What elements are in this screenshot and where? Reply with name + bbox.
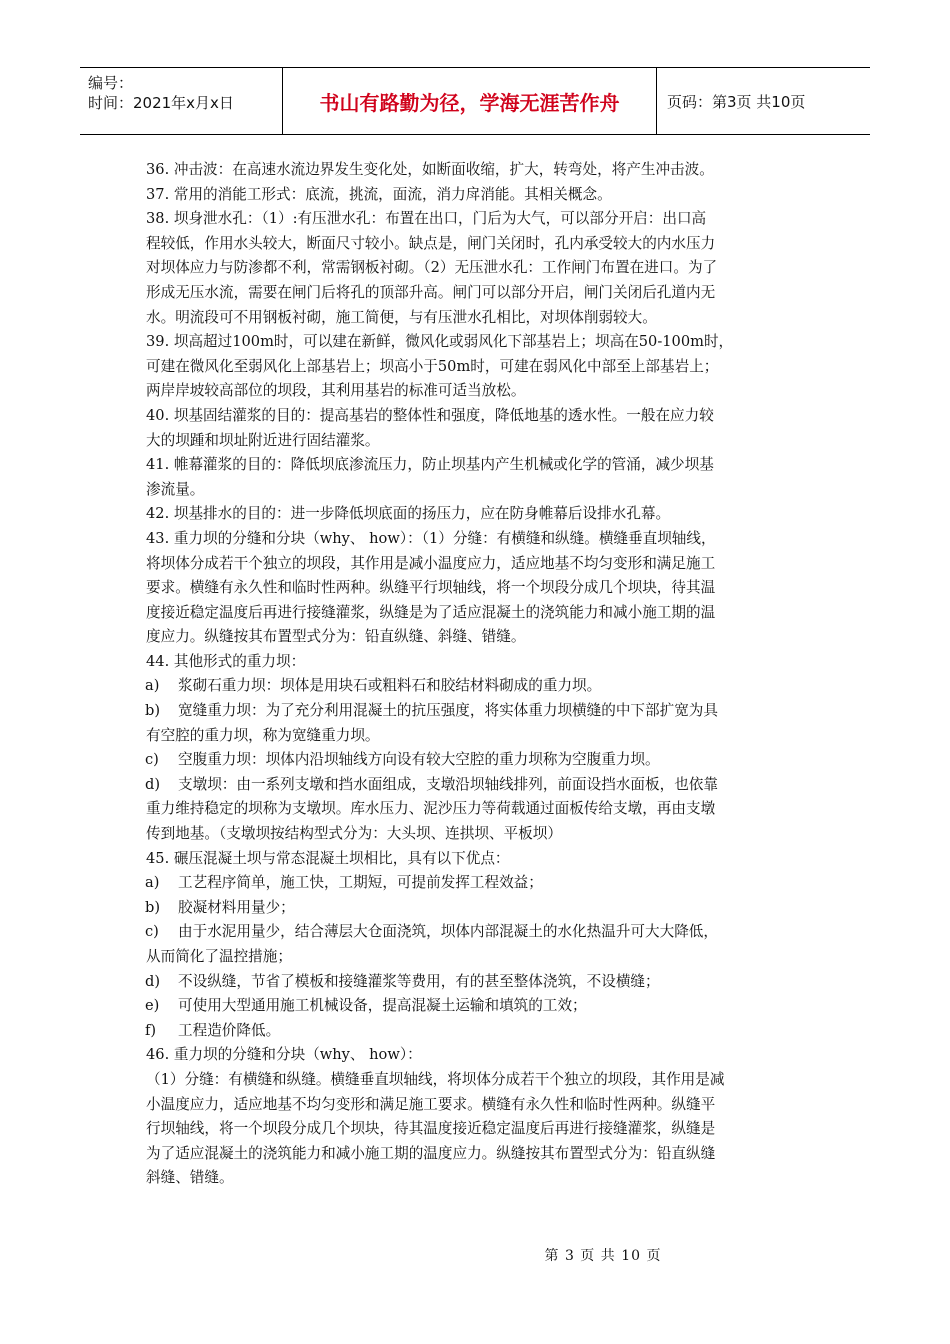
body-text-line: 46. 重力坝的分缝和分块（why、 how）： bbox=[146, 1046, 422, 1064]
list-item-text: 空腹重力坝：坝体内沿坝轴线方向设有较大空腔的重力坝称为空腹重力坝。 bbox=[178, 751, 660, 769]
header-meta-cell bbox=[80, 68, 283, 134]
list-marker: d) bbox=[145, 972, 161, 990]
body-text-line: 36. 冲击波：在高速水流边界发生变化处，如断面收缩，扩大，转弯处，将产生冲击波。 bbox=[146, 161, 714, 178]
body-text-line: 传到地基。（支墩坝按结构型式分为：大头坝、连拱坝、平板坝） bbox=[146, 825, 562, 843]
body-text-line: 两岸岸坡较高部位的坝段，其利用基岩的标准可适当放松。 bbox=[146, 382, 526, 400]
list-marker: e) bbox=[145, 997, 160, 1015]
list-marker: a) bbox=[145, 677, 160, 695]
body-text-line: 将坝体分成若干个独立的坝段，其作用是减小温度应力，适应地基不均匀变形和满足施工 bbox=[146, 554, 716, 572]
list-item bbox=[146, 920, 816, 945]
body-text-line: 度接近稳定温度后再进行接缝灌浆，纵缝是为了适应混凝土的浇筑能力和减小施工期的温 bbox=[146, 603, 716, 621]
body-text-line: 41. 帷幕灌浆的目的：降低坝底渗流压力，防止坝基内产生机械或化学的管涌，减少坝基 bbox=[146, 456, 714, 474]
list-item-text: 可使用大型通用施工机械设备，提高混凝土运输和填筑的工效； bbox=[178, 997, 587, 1015]
list-item-text: 胶凝材料用量少； bbox=[178, 898, 295, 916]
list-item-text: 工艺程序简单，施工快，工期短，可提前发挥工程效益； bbox=[178, 874, 543, 892]
list-item-text: 支墩坝：由一系列支墩和挡水面组成，支墩沿坝轴线排列，前面设挡水面板，也依靠 bbox=[178, 775, 718, 793]
footer-page-number: 第 3 页 共 10 页 bbox=[544, 1248, 662, 1264]
body-text-line: 45. 碾压混凝土坝与常态混凝土坝相比，具有以下优点： bbox=[146, 849, 510, 867]
body-text-line: 40. 坝基固结灌浆的目的：提高基岩的整体性和强度，降低地基的透水性。一般在应力较 bbox=[146, 406, 714, 424]
list-marker: b) bbox=[145, 898, 161, 916]
list-marker: a) bbox=[145, 874, 160, 892]
list-item bbox=[146, 773, 816, 798]
body-text-line: （1）分缝：有横缝和纵缝。横缝垂直坝轴线，将坝体分成若干个独立的坝段，其作用是减 bbox=[146, 1070, 725, 1088]
body-text-line: 38. 坝身泄水孔：（1）:有压泄水孔：布置在出口，门后为大气，可以部分开启：出口高 bbox=[146, 210, 707, 228]
body-text-line: 为了适应混凝土的浇筑能力和减小施工期的温度应力。纵缝按其布置型式分为：铅直纵缝 bbox=[146, 1144, 716, 1162]
body-text-line: 可建在微风化至弱风化上部基岩上；坝高小于50m时，可建在弱风化中部至上部基岩上； bbox=[146, 357, 719, 375]
list-marker: b) bbox=[145, 702, 161, 720]
body-text-line: 对坝体应力与防渗都不利，常需钢板衬砌。（2）无压泄水孔：工作闸门布置在进口。为了 bbox=[146, 259, 718, 277]
list-item-text: 宽缝重力坝：为了充分利用混凝土的抗压强度，将实体重力坝横缝的中下部扩宽为具 bbox=[178, 702, 718, 720]
body-text-line: 有空腔的重力坝，称为宽缝重力坝。 bbox=[146, 726, 380, 744]
body-text-line: 行坝轴线，将一个坝段分成几个坝块，待其温度接近稳定温度后再进行接缝灌浆，纵缝是 bbox=[146, 1120, 716, 1138]
body-text-line: 从而简化了温控措施； bbox=[146, 948, 292, 965]
body-text-line: 程较低，作用水头较大，断面尺寸较小。缺点是，闸门关闭时，孔内承受较大的内水压力 bbox=[146, 234, 716, 252]
body-text-line: 度应力。纵缝按其布置型式分为：铅直纵缝、斜缝、错缝。 bbox=[146, 628, 526, 646]
body-text-line: 要求。横缝有永久性和临时性两种。纵缝平行坝轴线，将一个坝段分成几个坝块，待其温 bbox=[146, 579, 716, 597]
list-item-text: 浆砌石重力坝：坝体是用块石或粗料石和胶结材料砌成的重力坝。 bbox=[178, 677, 602, 695]
body-text-line: 水。明流段可不用钢板衬砌，施工简便，与有压泄水孔相比，对坝体削弱较大。 bbox=[146, 308, 657, 326]
body-text-line: 大的坝踵和坝址附近进行固结灌浆。 bbox=[146, 431, 380, 449]
body-text-line: 重力维持稳定的坝称为支墩坝。库水压力、泥沙压力等荷载通过面板传给支墩，再由支墩 bbox=[146, 800, 716, 818]
body-text-line: 42. 坝基排水的目的：进一步降低坝底面的扬压力，应在防身帷幕后设排水孔幕。 bbox=[146, 505, 671, 523]
body-text-line: 小温度应力，适应地基不均匀变形和满足施工要求。横缝有永久性和临时性两种。纵缝平 bbox=[146, 1095, 716, 1113]
list-marker: c) bbox=[145, 751, 159, 769]
list-marker: c) bbox=[145, 923, 159, 941]
list-item bbox=[146, 699, 816, 724]
body-text-line: 43. 重力坝的分缝和分块（why、 how）：（1）分缝：有横缝和纵缝。横缝垂直坝轴线， bbox=[146, 529, 716, 547]
body-text-line: 37. 常用的消能工形式：底流，挑流，面流，消力戽消能。其相关概念。 bbox=[146, 185, 612, 203]
list-marker: d) bbox=[145, 775, 161, 793]
list-item bbox=[146, 970, 816, 995]
list-item bbox=[146, 1019, 816, 1044]
header-page-number: 页码：第3页 共10页 bbox=[667, 92, 806, 111]
list-item-text: 不设纵缝，节省了模板和接缝灌浆等费用，有的甚至整体浇筑，不设横缝； bbox=[178, 972, 660, 990]
body-text-line: 形成无压水流，需要在闸门后将孔的顶部升高。闸门可以部分开启，闸门关闭后孔道内无 bbox=[146, 283, 716, 301]
body-text-line: 44. 其他形式的重力坝： bbox=[146, 652, 306, 670]
document-body bbox=[146, 158, 816, 1191]
list-item bbox=[146, 871, 816, 896]
list-item bbox=[146, 994, 816, 1019]
list-item bbox=[146, 896, 816, 921]
list-item-text: 工程造价降低。 bbox=[178, 1021, 281, 1039]
list-item bbox=[146, 748, 816, 773]
page-header bbox=[80, 67, 870, 135]
document-number-label: 编号： bbox=[88, 74, 134, 92]
page-footer bbox=[0, 1245, 950, 1265]
list-item-text: 由于水泥用量少，结合薄层大仓面浇筑，坝体内部混凝土的水化热温升可大大降低， bbox=[178, 923, 718, 941]
document-date-label: 时间：2021年x月x日 bbox=[88, 94, 234, 112]
body-text-line: 渗流量。 bbox=[146, 480, 205, 498]
body-text-line: 斜缝、错缝。 bbox=[146, 1169, 234, 1187]
list-item bbox=[146, 674, 816, 699]
header-motto: 书山有路勤为径，学海无涯苦作舟 bbox=[283, 68, 657, 134]
body-text-line: 39. 坝高超过100m时，可以建在新鲜，微风化或弱风化下部基岩上；坝高在50-100m时， bbox=[146, 333, 734, 351]
list-marker: f) bbox=[145, 1021, 157, 1039]
